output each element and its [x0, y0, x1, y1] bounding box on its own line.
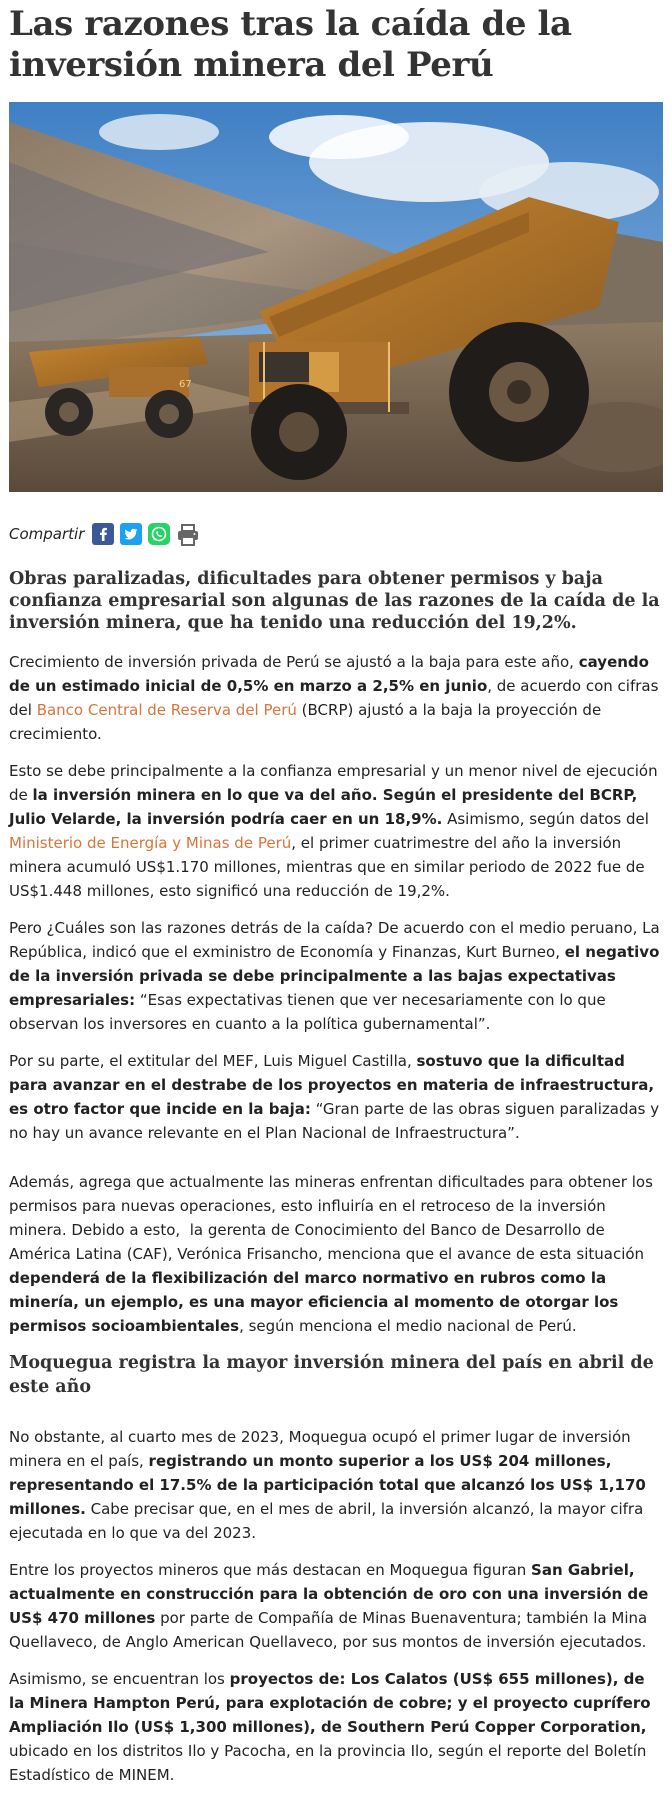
p3-bold-1: el negativo de la inversión privada se debe principalmente a las bajas expectativas empresariales: — [9, 943, 660, 1009]
paragraph-1 — [9, 650, 663, 746]
p7-bold-1: San Gabriel, actualmente en construcción para la obtención de oro con una inversión de US$ 470 millones — [9, 1561, 649, 1627]
p2-text-1: Esto se debe principalmente a la confianza empresarial y un menor nivel de ejecución de — [9, 762, 658, 804]
p5-bold-1: dependerá de la flexibilización del marco normativo en rubros como la minería, un ejemplo, es una mayor eficiencia al momento de otorgar los permisos socioambientales — [9, 1269, 619, 1335]
svg-text:67: 67 — [179, 379, 192, 390]
p3-text-1: Pero ¿Cuáles son las razones detrás de la caída? De acuerdo con el medio peruano, La República, indicó que el exministro de Economía y Finanzas, Kurt Burneo, — [9, 919, 660, 961]
article — [9, 0, 663, 1784]
share-label: Compartir — [9, 525, 85, 543]
p1-bold-1: cayendo de un estimado inicial de 0,5% en marzo a 2,5% en junio — [9, 653, 649, 695]
p1-text-3: (BCRP) ajustó a la baja la proyección de crecimiento. — [9, 701, 602, 743]
twitter-icon[interactable] — [120, 523, 142, 545]
p8-text-2: ubicado en los distritos Ilo y Pacocha, en la provincia Ilo, según el reporte del Boletín Estadístico de MINEM. — [9, 1742, 647, 1784]
article-body — [9, 650, 663, 1800]
paragraph-4 — [9, 1049, 663, 1145]
p4-text-1: Por su parte, el extitular del MEF, Luis Miguel Castilla, — [9, 1052, 417, 1070]
paragraph-6 — [9, 1425, 663, 1545]
p5-text-2: , según menciona el medio nacional de Perú. — [239, 1317, 577, 1335]
article-lead: Obras paralizadas, dificultades para obtener permisos y baja confianza empresarial son algunas de las razones de la caída de la inversión minera, que ha tenido una reducción del 19,2%. — [9, 569, 660, 633]
share-bar — [9, 519, 204, 549]
p2-text-2: Asimismo, según datos del — [442, 810, 649, 828]
hero-image — [9, 102, 663, 492]
minem-link[interactable]: Ministerio de Energía y Minas de Perú — [9, 834, 292, 852]
print-icon[interactable] — [176, 523, 198, 545]
paragraph-5 — [9, 1170, 663, 1338]
facebook-icon[interactable] — [92, 523, 114, 545]
p5-text-1: Además, agrega que actualmente las mineras enfrentan dificultades para obtener los permisos para nuevas operaciones, esto influiría en el retroceso de la inversión minera. Debido a esto, la gerenta de Conocimiento del Banco de Desarrollo de América Latina (CAF), Verónica Frisancho, menciona que el avance de esta situación — [9, 1173, 653, 1263]
paragraph-3 — [9, 916, 663, 1036]
p3-text-2: “Esas expectativas tienen que ver necesariamente con lo que observan los inversores en cuanto a la política gubernamental”. — [9, 991, 606, 1033]
p2-bold-1: la inversión minera en lo que va del año. Según el presidente del BCRP, Julio Velarde, la inversión podría caer en un 18,9%. — [9, 786, 638, 828]
p6-text-2: Cabe precisar que, en el mes de abril, la inversión alcanzó, la mayor cifra ejecutada en lo que va del 2023. — [9, 1500, 644, 1542]
p6-bold-1: registrando un monto superior a los US$ 204 millones, representando el 17.5% de la participación total que alcanzó los US$ 1,170 millones. — [9, 1452, 646, 1518]
spacer — [9, 1158, 663, 1170]
p6-text-1: No obstante, al cuarto mes de 2023, Moquegua ocupó el primer lugar de inversión minera en el país, — [9, 1428, 631, 1470]
p8-text-1: Asimismo, se encuentran los — [9, 1670, 230, 1688]
whatsapp-icon[interactable] — [148, 523, 170, 545]
paragraph-7 — [9, 1558, 663, 1654]
bcrp-link[interactable]: Banco Central de Reserva del Perú — [36, 701, 297, 719]
p1-text-1: Crecimiento de inversión privada de Perú se ajustó a la baja para este año, — [9, 653, 579, 671]
p4-text-2: “Gran parte de las obras siguen paralizadas y no hay un avance relevante en el Plan Nacional de Infraestructura”. — [9, 1100, 660, 1142]
paragraph-2 — [9, 759, 663, 903]
paragraph-8 — [9, 1667, 663, 1787]
p2-text-3: , el primer cuatrimestre del año la inversión minera acumuló US$1.170 millones, mientras que en similar periodo de 2022 fue de US$1.448 millones, esto significó una reducción de 19,2%. — [9, 834, 645, 900]
article-title: Las razones tras la caída de la inversión minera del Perú — [9, 4, 572, 85]
p4-bold-1: sostuvo que la dificultad para avanzar en el destrabe de los proyectos en materia de infraestructura, es otro factor que incide en la baja: — [9, 1052, 655, 1118]
section-subheading: Moquegua registra la mayor inversión minera del país en abril de este año — [9, 1353, 654, 1397]
p7-text-2: por parte de Compañía de Minas Buenaventura; también la Mina Quellaveco, de Anglo American Quellaveco, por sus montos de inversión ejecutados. — [9, 1609, 648, 1651]
p8-bold-1: proyectos de: Los Calatos (US$ 655 millones), de la Minera Hampton Perú, para explotación de cobre; y el proyecto cuprífero Ampliación Ilo (US$ 1,300 millones), de Southern Perú Copper Corporation, — [9, 1670, 651, 1736]
p1-text-2: , de acuerdo con cifras del — [9, 677, 659, 719]
p7-text-1: Entre los proyectos mineros que más destacan en Moquegua figuran — [9, 1561, 532, 1579]
